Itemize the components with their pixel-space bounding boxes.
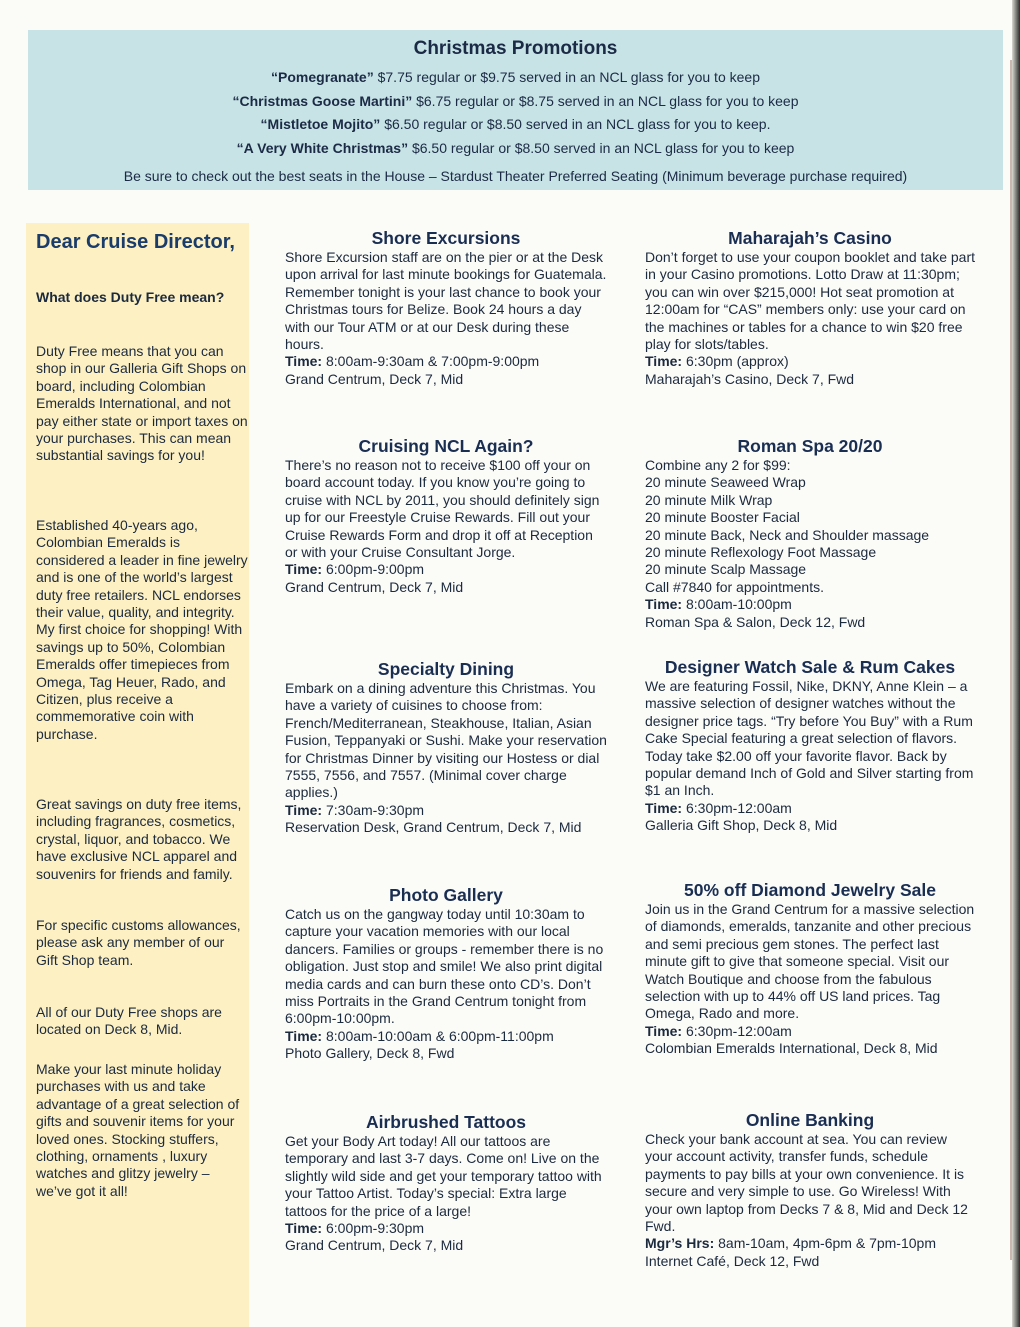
- promo-item-name: “Mistletoe Mojito”: [260, 116, 381, 132]
- promo-item: [28, 66, 1003, 90]
- section-location: Grand Centrum, Deck 7, Mid: [285, 1237, 464, 1254]
- promo-item-text: $6.50 regular or $8.50 served in an NCL glass for you to keep: [408, 139, 795, 156]
- section-time: [645, 1023, 975, 1040]
- time-value: 8:00am-9:30am & 7:00pm-9:00pm: [322, 353, 540, 370]
- section-text: Shore Excursion staff are on the pier or at the Desk upon arrival for last minute bookings for Guatemala. Remember tonight is your last chance to book your Christmas tours for Belize. Book 24 hours a day with our Tour ATM or at our Desk during these hours.: [285, 249, 607, 353]
- spa-line: 20 minute Booster Facial: [645, 509, 800, 526]
- promo-item-name: “Christmas Goose Martini”: [232, 92, 413, 109]
- diamond-jewelry-section: [645, 880, 975, 1058]
- section-title: Roman Spa 20/20: [737, 436, 883, 456]
- section-text: Don’t forget to use your coupon booklet and take part in your Casino promotions. Lotto Draw at 11:30pm; you can win over $215,000! Hot seat promotion at 12:00am for “CAS” members only: use your card on the machines or tables for a chance to win $20 free play for slots/tables.: [645, 249, 975, 353]
- cruise-director-sidebar: [26, 223, 249, 1327]
- time-label: Time:: [645, 596, 683, 613]
- section-time: [285, 1220, 607, 1237]
- section-location: Reservation Desk, Grand Centrum, Deck 7, Mid: [285, 819, 582, 836]
- sidebar-question: What does Duty Free mean?: [36, 289, 225, 305]
- section-time: [285, 561, 607, 578]
- promo-item-name: “Pomegranate”: [271, 69, 374, 85]
- time-label: Time:: [285, 353, 323, 370]
- section-location: Photo Gallery, Deck 8, Fwd: [285, 1045, 455, 1062]
- online-banking-section: [645, 1110, 975, 1270]
- section-title: Shore Excursions: [371, 228, 521, 248]
- spa-line: Call #7840 for appointments.: [645, 578, 824, 595]
- section-title: Cruising NCL Again?: [358, 436, 534, 456]
- sidebar-paragraph: Established 40-years ago, Colombian Emeralds is considered a leader in fine jewelry and is one of the world’s largest duty free retailers. NCL endorses their value, quality, and integrity. My first choice for shopping! With savings up to 50%, Colombian Emeralds offer timepieces from Omega, Tag Heuer, Rado, and Citizen, plus receive a commemorative coin with purchase.: [36, 517, 248, 742]
- section-text: Embark on a dining adventure this Christmas. You have a variety of cuisines to choose from: French/Mediterranean, Steakhouse, Italian, Asian Fusion, Teppanyaki or Sushi. Make your reservation for Christmas Dinner by visiting our Hostess or dial 7555, 7556, and 7557. (Minimal cover charge applies.): [285, 680, 607, 801]
- sidebar-paragraph: All of our Duty Free shops are located on Deck 8, Mid.: [36, 1004, 222, 1038]
- section-text: We are featuring Fossil, Nike, DKNY, Anne Klein – a massive selection of designer watches without the designer price tags. “Try before You Buy” with a Rum Cake Special featuring a great selection of flavors. Today take $2.00 off your favorite flavor. Back by popular demand Inch of Gold and Silver starting from $1 an Inch.: [645, 678, 974, 799]
- spa-line: 20 minute Back, Neck and Shoulder massage: [645, 526, 930, 543]
- time-value: 6:30pm (approx): [682, 353, 789, 370]
- cruising-ncl-section: [285, 436, 607, 596]
- spa-line: 20 minute Seaweed Wrap: [645, 474, 806, 491]
- time-label: Time:: [285, 1027, 323, 1044]
- time-value: 8:00am-10:00am & 6:00pm-11:00pm: [322, 1027, 554, 1044]
- photo-gallery-section: [285, 885, 607, 1063]
- section-time: [645, 353, 975, 370]
- airbrushed-tattoos-section: [285, 1112, 607, 1255]
- promotions-title: Christmas Promotions: [413, 38, 618, 59]
- page-edge-shadow: [1010, 60, 1012, 1260]
- time-value: 6:30pm-12:00am: [682, 1022, 792, 1039]
- section-location: Internet Café, Deck 12, Fwd: [645, 1252, 820, 1269]
- sidebar-paragraph: Great savings on duty free items, including fragrances, cosmetics, crystal, liquor, and tobacco. We have exclusive NCL apparel and souvenirs for friends and family.: [36, 796, 242, 882]
- section-text: Get your Body Art today! All our tattoos are temporary and last 3-7 days. Come on! Live on the slightly wild side and get your temporary tattoo with your Tattoo Artist. Today’s special: Extra large tattoos for the price of a large!: [285, 1133, 602, 1219]
- section-location: Grand Centrum, Deck 7, Mid: [285, 578, 464, 595]
- time-value: 6:00pm-9:30pm: [322, 1220, 425, 1237]
- time-value: 8am-10am, 4pm-6pm & 7pm-10pm: [714, 1235, 936, 1252]
- time-label: Time:: [645, 1022, 683, 1039]
- section-location: Maharajah’s Casino, Deck 7, Fwd: [645, 370, 855, 387]
- time-value: 8:00am-10:00pm: [682, 596, 792, 613]
- christmas-promotions-banner: [28, 30, 1003, 190]
- promo-item-text: $6.50 regular or $8.50 served in an NCL glass for you to keep.: [380, 116, 771, 132]
- section-time: [285, 353, 607, 370]
- spa-line: 20 minute Scalp Massage: [645, 561, 807, 578]
- time-label: Mgr’s Hrs:: [645, 1235, 715, 1252]
- promo-item-text: $7.75 regular or $9.75 served in an NCL glass for you to keep: [373, 69, 760, 85]
- designer-watch-section: [645, 657, 975, 835]
- section-time: [645, 596, 975, 613]
- time-value: 6:30pm-12:00am: [682, 799, 792, 816]
- section-title: Designer Watch Sale & Rum Cakes: [664, 657, 956, 677]
- promo-item: [28, 113, 1003, 137]
- specialty-dining-section: [285, 659, 607, 837]
- section-title: 50% off Diamond Jewelry Sale: [684, 880, 936, 900]
- promo-item: [28, 90, 1003, 114]
- spa-line: 20 minute Milk Wrap: [645, 491, 773, 508]
- sidebar-paragraph: Make your last minute holiday purchases with us and take advantage of a great selection of gifts and souvenir items for your loved ones. Stocking stuffers, clothing, ornaments , luxury watches and glitzy jewelry – we’ve got it all!: [36, 1061, 240, 1199]
- section-title: Airbrushed Tattoos: [365, 1112, 527, 1132]
- sidebar-paragraph: For specific customs allowances, please ask any member of our Gift Shop team.: [36, 917, 241, 968]
- promo-item: [28, 137, 1003, 161]
- section-title: Photo Gallery: [389, 885, 503, 905]
- time-value: 6:00pm-9:00pm: [322, 561, 425, 578]
- section-title: Online Banking: [745, 1110, 875, 1130]
- section-time: [285, 802, 607, 819]
- time-label: Time:: [645, 799, 683, 816]
- section-time: [645, 800, 975, 817]
- section-location: Galleria Gift Shop, Deck 8, Mid: [645, 817, 838, 834]
- time-label: Time:: [285, 1220, 323, 1237]
- section-time: [645, 1235, 975, 1252]
- time-label: Time:: [285, 561, 323, 578]
- sidebar-paragraph: Duty Free means that you can shop in our Galleria Gift Shops on board, including Colombian Emeralds International, and not pay either state or import taxes on your purchases. This can mean substantial savings for you!: [36, 343, 248, 464]
- section-time: [285, 1028, 607, 1045]
- sidebar-title: Dear Cruise Director,: [36, 231, 235, 253]
- time-label: Time:: [285, 801, 323, 818]
- section-title: Maharajah’s Casino: [728, 228, 892, 248]
- promotions-note: Be sure to check out the best seats in the House – Stardust Theater Preferred Seating (Minimum beverage purchase required): [123, 168, 908, 184]
- shore-excursions-section: [285, 228, 607, 388]
- section-location: Grand Centrum, Deck 7, Mid: [285, 370, 464, 387]
- section-text: Check your bank account at sea. You can review your account activity, transfer funds, schedule payments to pay bills at your own convenience. It is secure and very simple to use. Go Wireless! With your own laptop from Decks 7 & 8, Mid and Deck 12 Fwd.: [645, 1131, 968, 1235]
- section-text: Catch us on the gangway today until 10:30am to capture your vacation memories with our local dancers. Families or groups - remember there is no obligation. Just stop and smile! We also print digital media cards and can burn these onto CD’s. Don’t miss Portraits in the Grand Centrum tonight from 6:00pm-10:00pm.: [285, 906, 604, 1027]
- section-text: There’s no reason not to receive $100 off your on board account today. If you know you’re going to cruise with NCL by 2011, you should definitely sign up for our Freestyle Cruise Rewards. Fill out your Cruise Rewards Form and drop it off at Reception or with your Cruise Consultant Jorge.: [285, 457, 600, 561]
- promo-item-name: “A Very White Christmas”: [236, 139, 409, 156]
- spa-line: Combine any 2 for $99:: [645, 457, 791, 473]
- section-location: Colombian Emeralds International, Deck 8, Mid: [645, 1040, 938, 1057]
- page-edge: [1012, 0, 1020, 1327]
- section-text: Join us in the Grand Centrum for a massive selection of diamonds, emeralds, tanzanite and other precious and semi precious gem stones. The perfect last minute gift to give that someone special. Visit our Watch Boutique and choose from the fabulous selection with up to 44% off US land prices. Tag Omega, Rado and more.: [645, 901, 975, 1022]
- spa-line: 20 minute Reflexology Foot Massage: [645, 544, 877, 561]
- section-title: Specialty Dining: [377, 659, 515, 679]
- time-label: Time:: [645, 353, 683, 370]
- promo-item-text: $6.75 regular or $8.75 served in an NCL glass for you to keep: [412, 92, 799, 109]
- section-location: Roman Spa & Salon, Deck 12, Fwd: [645, 613, 866, 630]
- roman-spa-section: [645, 436, 975, 631]
- time-value: 7:30am-9:30pm: [322, 801, 425, 818]
- casino-section: [645, 228, 975, 388]
